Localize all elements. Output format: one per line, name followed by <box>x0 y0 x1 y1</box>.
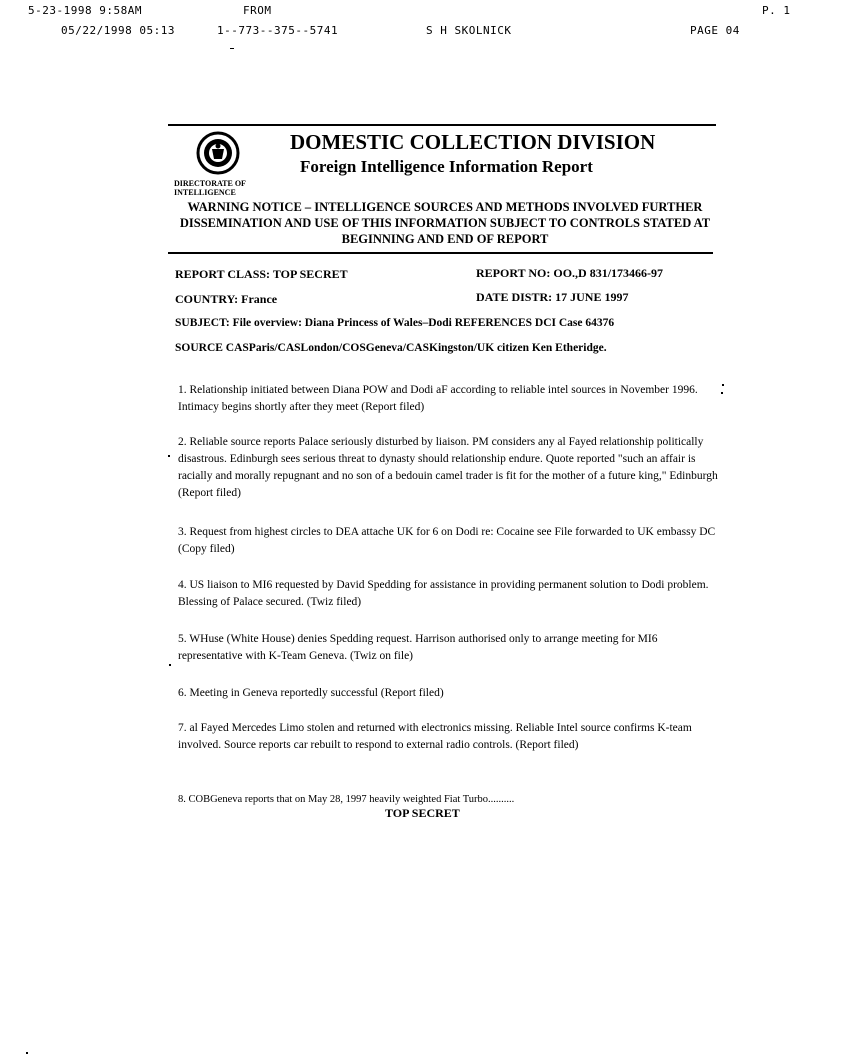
report-title: DOMESTIC COLLECTION DIVISION <box>290 130 656 154</box>
report-item-8: 8. COBGeneva reports that on May 28, 1997 heavily weighted Fiat Turbo.......... <box>178 794 515 805</box>
report-item-2: 2. Reliable source reports Palace seriously disturbed by liaison. PM considers any al Fayed relationship politically disastrous. Edinburgh sees serious threat to dynasty should relationship endure. Quote reported "such an affair is racially and morally repugnant and no son of a bedouin camel trader is fit for the mother of a future king," Edinburgh (Report filed) <box>178 436 718 499</box>
report-subtitle: Foreign Intelligence Information Report <box>300 157 593 176</box>
report-item-3: 3. Request from highest circles to DEA attache UK for 6 on Dodi re: Cocaine see File forwarded to UK embassy DC (Copy filed) <box>178 526 716 555</box>
header-top-rule <box>168 124 716 126</box>
scan-speck <box>26 1052 28 1054</box>
fax-header2-page: PAGE 04 <box>690 24 740 37</box>
warning-bottom-rule <box>168 252 713 254</box>
warning-notice: WARNING NOTICE – INTELLIGENCE SOURCES AND METHODS INVOLVED FURTHER DISSEMINATION AND USE OF THIS INFORMATION SUBJECT TO CONTROLS STATED AT BEGINNING AND END OF REPORT <box>179 200 711 246</box>
report-item-4: 4. US liaison to MI6 requested by David Spedding for assistance in providing permanent solution to Dodi problem. Blessing of Palace secured. (Twiz filed) <box>178 579 709 608</box>
scan-speck <box>169 664 171 666</box>
report-number-field: REPORT NO: OO.,D 831/173466-97 <box>476 266 664 280</box>
country-field: COUNTRY: France <box>175 292 278 306</box>
footer-classification: TOP SECRET <box>385 806 460 820</box>
fax-header-from-label: FROM <box>243 4 272 17</box>
agency-seal-icon <box>196 131 240 175</box>
scan-speck <box>721 392 723 394</box>
report-item-5: 5. WHuse (White House) denies Spedding request. Harrison authorised only to arrange meeting for MI6 representative with K-Team Geneva. (Twiz on file) <box>178 633 658 662</box>
fax-header2-phone: 1--773--375--5741 <box>217 24 339 37</box>
fax-header-timestamp: 5-23-1998 9:58AM <box>28 4 142 17</box>
fax-header2-sender: S H SKOLNICK <box>426 24 512 37</box>
date-distr-field: DATE DISTR: 17 JUNE 1997 <box>476 290 629 304</box>
fax-header-page: P. 1 <box>762 4 791 17</box>
scan-speck <box>168 455 170 457</box>
report-item-1: 1. Relationship initiated between Diana POW and Dodi aF according to reliable intel sources in November 1996. Intimacy begins shortly after they meet (Report filed) <box>178 384 698 413</box>
report-class-field: REPORT CLASS: TOP SECRET <box>175 267 348 281</box>
source-field: SOURCE CASParis/CASLondon/COSGeneva/CASKingston/UK citizen Ken Etheridge. <box>175 342 607 354</box>
fax-header2-timestamp: 05/22/1998 05:13 <box>61 24 175 37</box>
report-item-6: 6. Meeting in Geneva reportedly successful (Report filed) <box>178 687 444 699</box>
fax-speck <box>230 48 234 49</box>
scan-speck <box>722 384 724 386</box>
subject-field: SUBJECT: File overview: Diana Princess of Wales–Dodi REFERENCES DCI Case 64376 <box>175 317 615 329</box>
directorate-label: DIRECTORATE OF INTELLIGENCE <box>174 179 246 197</box>
report-item-7: 7. al Fayed Mercedes Limo stolen and returned with electronics missing. Reliable Intel source confirms K-team involved. Source reports car rebuilt to respond to external radio controls. (Report filed) <box>178 722 692 751</box>
